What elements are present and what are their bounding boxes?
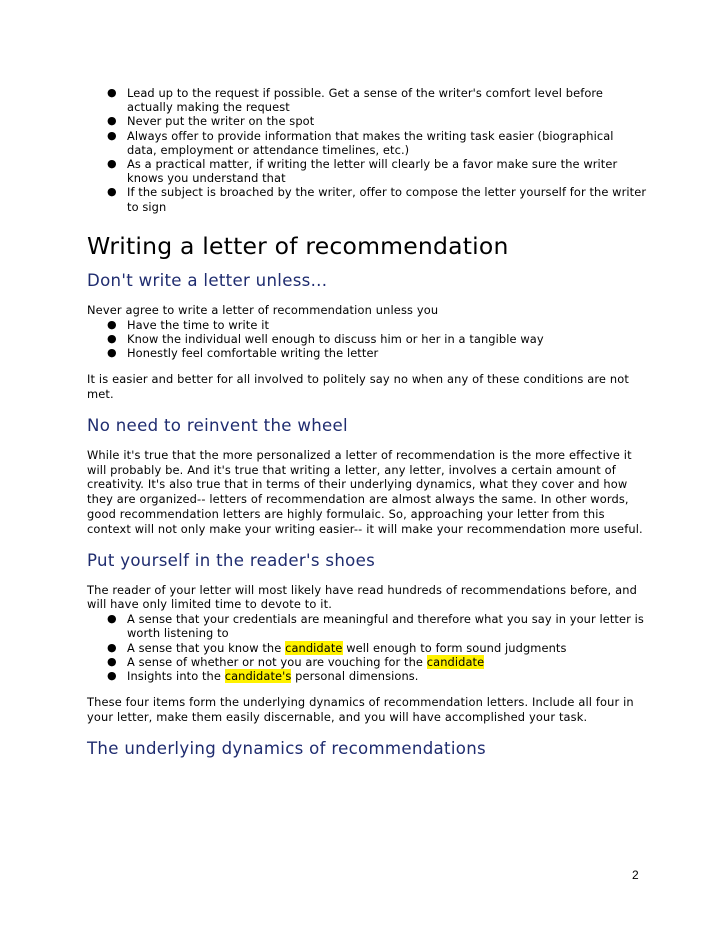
- highlighted-word: candidate: [426, 654, 485, 669]
- conditions-list: [87, 318, 647, 361]
- bullet-icon: ●: [107, 185, 117, 199]
- list-item: ● Always offer to provide information that makes the writing task easier (biographical data, employment or attendance timelines, etc.): [107, 128, 614, 157]
- list-item: ● Know the individual well enough to discuss him or her in a tangible way: [107, 331, 544, 346]
- highlighted-word: candidate: [285, 640, 343, 655]
- bullet-icon: ●: [107, 346, 117, 360]
- section-heading-dynamics: The underlying dynamics of recommendations: [87, 738, 486, 758]
- list-item: ● Never put the writer on the spot: [107, 114, 315, 129]
- list-item: ● A sense of whether or not you are vouching for the candidate: [107, 654, 485, 669]
- bullet-icon: ●: [107, 612, 117, 626]
- section-intro: The reader of your letter will most likely have read hundreds of recommendations before, and will have only limited time to devote to it.: [87, 582, 637, 612]
- highlighted-word: candidate's: [224, 669, 292, 684]
- page-title: Writing a letter of recommendation: [87, 231, 509, 260]
- list-item: ● If the subject is broached by the writer, offer to compose the letter yourself for the writer to sign: [107, 185, 647, 214]
- bullet-icon: ●: [107, 331, 117, 345]
- list-item: ● Insights into the candidate's personal dimensions.: [107, 669, 419, 684]
- section-outro: It is easier and better for all involved to politely say no when any of these conditions are not met.: [87, 372, 629, 402]
- section-heading-reader: Put yourself in the reader's shoes: [87, 550, 376, 570]
- section-heading-dont-write: Don't write a letter unless...: [87, 270, 328, 290]
- section-paragraph: While it's true that the more personalized a letter of recommendation is the more effective it will probably be. And it's true that writing a letter, any letter, involves a certain amount of creativity. It's also true that in terms of their underlying dynamics, what they cover and how they are organized-- letters of recommendation are almost always the same. In other words, good recommendation letters are highly formulaic. So, approaching your letter from this context will not only make your writing easier-- it will make your recommendation more useful.: [87, 447, 643, 536]
- list-item: ● A sense that your credentials are meaningful and therefore what you say in your letter is worth listening to: [107, 612, 644, 641]
- section-outro: These four items form the underlying dynamics of recommendation letters. Include all four in your letter, make them easily discernable, and you will have accomplished your task.: [87, 695, 634, 725]
- page-number: 2: [632, 868, 639, 882]
- bullet-icon: ●: [107, 654, 117, 668]
- bullet-icon: ●: [107, 114, 117, 128]
- bullet-icon: ●: [107, 669, 117, 683]
- section-intro: Never agree to write a letter of recommendation unless you: [87, 302, 439, 317]
- top-bullet-list: [87, 86, 647, 214]
- bullet-icon: ●: [107, 640, 117, 654]
- bullet-icon: ●: [107, 128, 117, 142]
- page-content: [87, 86, 647, 759]
- list-item: ● Lead up to the request if possible. Get a sense of the writer's comfort level before actually making the request: [107, 86, 604, 115]
- bullet-icon: ●: [107, 157, 117, 171]
- list-item: ● Honestly feel comfortable writing the letter: [107, 346, 379, 361]
- list-item: ● As a practical matter, if writing the letter will clearly be a favor make sure the writer knows you understand that: [107, 157, 618, 186]
- reader-list: [87, 612, 647, 683]
- bullet-icon: ●: [107, 317, 117, 331]
- bullet-icon: ●: [107, 86, 117, 99]
- list-item: ● A sense that you know the candidate well enough to form sound judgments: [107, 640, 567, 655]
- list-item: ● Have the time to write it: [107, 317, 270, 332]
- section-heading-reinvent: No need to reinvent the wheel: [87, 415, 348, 435]
